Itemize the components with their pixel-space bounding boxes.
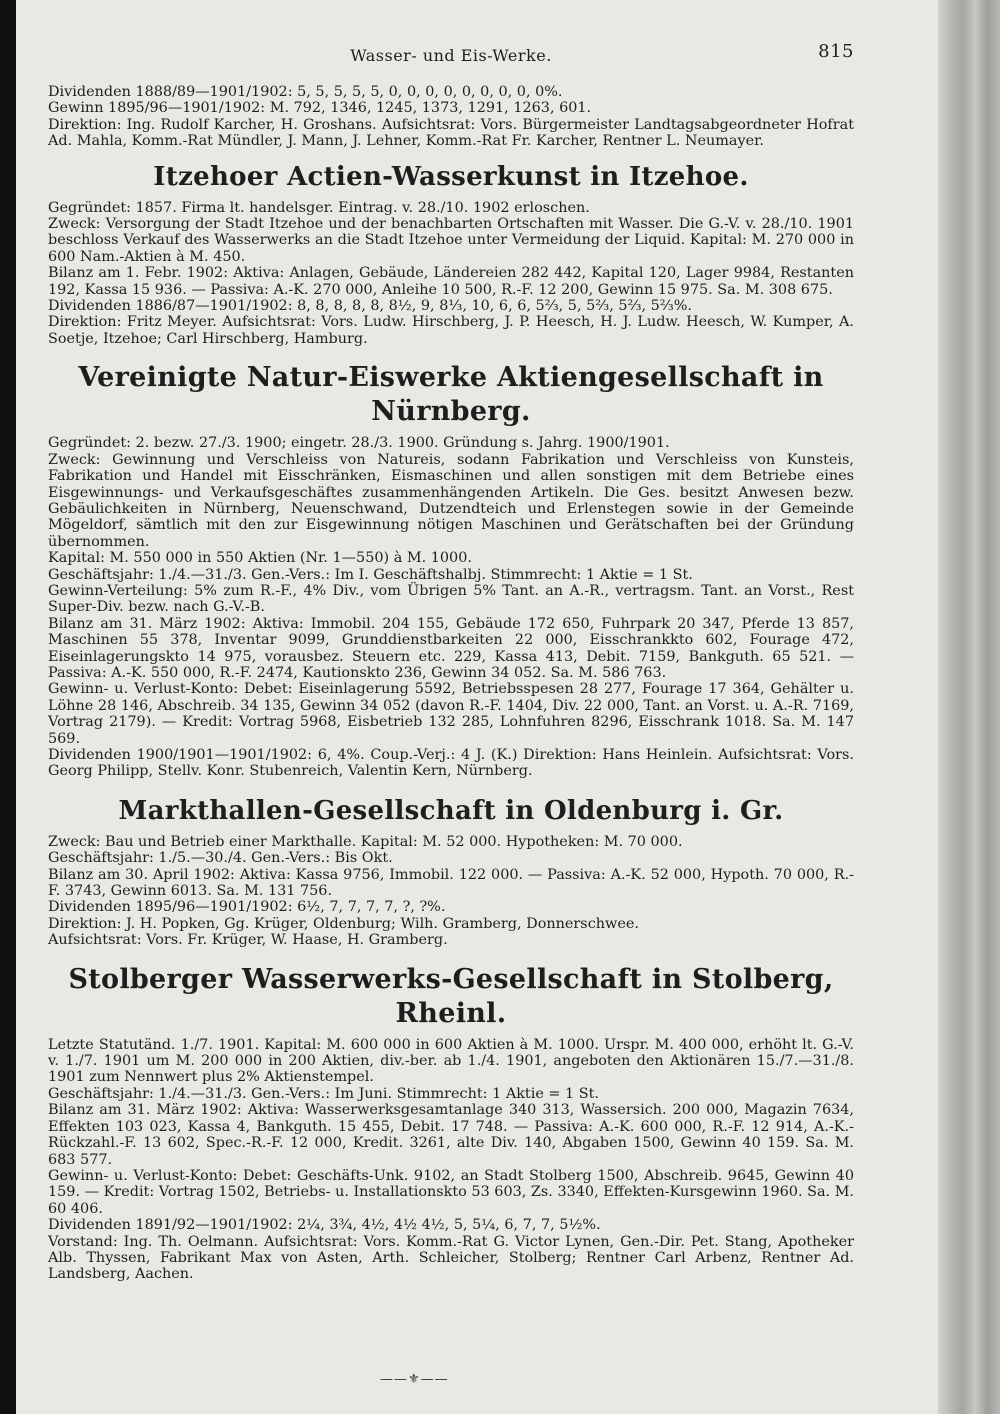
bilanz-paragraph: Bilanz am 31. März 1902: Aktiva: Immobil. 204 155, Gebäude 172 650, Fuhrpark 20 347, Pferde 13 857, Maschinen 55 378, Inventar 9099, Grunddienstbarkeiten 22 000, Eisschrankkto 602, Fourage 472, Eiseinlagerungskto 14 975, vorausbez. Steuern etc. 229, Kassa 413, Debit. 7159, Bankguth. 65 521. — Passiva: A.-K. 550 000, R.-F. 2474, Kautionskto 236, Gewinn 34 052. Sa. M. 586 763.	[48, 615, 854, 681]
page-number: 815	[818, 41, 854, 62]
gewinn-verlust-paragraph: Gewinn- u. Verlust-Konto: Debet: Eiseinlagerung 5592, Betriebsspesen 28 277, Fourage 17 364, Gehälter u. Löhne 28 146, Abschreib. 34 135, Gewinn 34 052 (davon R.-F. 1404, Div. 22 000, Tant. an Vorst. u. A.-R. 7169, Vortrag 2179). — Kredit: Vortrag 5968, Eisbetrieb 132 285, Lohnfuhren 8296, Eisschrank 1018. Sa. M. 147 569.	[48, 681, 854, 747]
zweck-line: Zweck: Bau und Betrieb einer Markthalle. Kapital: M. 52 000. Hypotheken: M. 70 000.	[48, 833, 683, 850]
binding-edge	[0, 0, 16, 1414]
geschaeftsjahr-line: Geschäftsjahr: 1./4.—31./3. Gen.-Vers.: Im I. Geschäftshalbj. Stimmrecht: 1 Aktie = 1 St.	[48, 566, 693, 583]
section-title-stolberg: Stolberger Wasserwerks-Gesellschaft in Stolberg, Rheinl.	[68, 963, 834, 1029]
dividenden-paragraph: Dividenden 1900/1901—1901/1902: 6, 4%. Coup.-Verj.: 4 J. (K.) Direktion: Hans Heinlein. Aufsichtsrat: Vors. Georg Philipp, Stellv. Konr. Stubenreich, Valentin Kern, Nürnberg.	[48, 747, 854, 780]
page-content	[48, 41, 855, 1283]
geschaeftsjahr-line: Geschäftsjahr: 1./5.—30./4. Gen.-Vers.: Bis Okt.	[48, 850, 393, 867]
bilanz-paragraph: Bilanz am 1. Febr. 1902: Aktiva: Anlagen, Gebäude, Ländereien 282 442, Kapital 120, Lager 9984, Restanten 192, Kassa 15 936. — Passiva: A.-K. 270 000, Anleihe 10 500, R.-F. 12 200, Gewinn 15 975. Sa. M. 308 675.	[48, 265, 854, 298]
zweck-paragraph: Zweck: Versorgung der Stadt Itzehoe und der benachbarten Ortschaften mit Wasser. Die G.-V. v. 28./10. 1901 beschloss Verkauf des Wasserwerks an die Stadt Itzehoe unter Vermeidung der Liquid. Kapital: M. 270 000 in 600 Nam.-Aktien à M. 450.	[48, 216, 854, 265]
vorstand-paragraph: Vorstand: Ing. Th. Oelmann. Aufsichtsrat: Vors. Komm.-Rat G. Victor Lynen, Gen.-Dir. Pet. Stang, Apotheker Alb. Thyssen, Fabrikant Max von Asten, Arth. Schleicher, Stolberg; Rentner Carl Arbenz, Rentner Ad. Landsberg, Aachen.	[48, 1233, 854, 1283]
gewinn-line: Gewinn 1895/96—1901/1902: M. 792, 1346, 1245, 1373, 1291, 1263, 601.	[48, 100, 592, 117]
dividenden-line: Dividenden 1895/96—1901/1902: 6½, 7, 7, 7, 7, ?, ?%.	[48, 899, 446, 916]
direktion-line: Direktion: J. H. Popken, Gg. Krüger, Oldenburg; Wilh. Gramberg, Donnerschwee.	[48, 915, 639, 932]
geschaeftsjahr-line: Geschäftsjahr: 1./4.—31./3. Gen.-Vers.: Im Juni. Stimmrecht: 1 Aktie = 1 St.	[48, 1085, 599, 1102]
section-title-nuernberg: Vereinigte Natur-Eiswerke Aktiengesellschaft in Nürnberg.	[78, 362, 824, 428]
direktion-paragraph: Direktion: Fritz Meyer. Aufsichtsrat: Vors. Ludw. Hirschberg, J. P. Heesch, H. J. Ludw. Heesch, W. Kumper, A. Soetje, Itzehoe; Carl Hirschberg, Hamburg.	[48, 314, 854, 347]
dividenden-line: Dividenden 1888/89—1901/1902: 5, 5, 5, 5, 5, 0, 0, 0, 0, 0, 0, 0, 0, 0%.	[48, 84, 563, 100]
bilanz-paragraph: Bilanz am 31. März 1902: Aktiva: Wasserwerksgesamtanlage 340 313, Wassersich. 200 000, Magazin 7634, Effekten 103 023, Kassa 4, Bankguth. 15 455, Debit. 17 748. — Passiva: A.-K. 600 000, R.-F. 12 914, A.-K.-Rückzahl.-F. 13 602, Spec.-R.-F. 12 000, Kredit. 3261, alte Div. 140, Abgaben 1500, Gewinn 40 159. Sa. M. 683 577.	[48, 1102, 854, 1168]
dividenden-line: Dividenden 1891/92—1901/1902: 2¼, 3¾, 4½, 4½ 4½, 5, 5¼, 6, 7, 7, 5½%.	[48, 1217, 601, 1234]
ornament-divider: ——⚜——	[380, 1372, 449, 1387]
page-header	[48, 41, 854, 84]
gegruendet-line: Gegründet: 2. bezw. 27./3. 1900; eingetr. 28./3. 1900. Gründung s. Jahrg. 1900/1901.	[48, 435, 670, 452]
gewinn-verteilung-paragraph: Gewinn-Verteilung: 5% zum R.-F., 4% Div., vom Übrigen 5% Tant. an A.-R., vertragsm. Tant. an Vorst., Rest Super-Div. bezw. nach G.-V.-B.	[48, 582, 854, 616]
page-stack-edge	[938, 0, 1000, 1414]
section-title-oldenburg: Markthallen-Gesellschaft in Oldenburg i. Gr.	[118, 795, 784, 826]
kapital-line: Kapital: M. 550 000 in 550 Aktien (Nr. 1—550) à M. 1000.	[48, 550, 472, 567]
statut-paragraph: Letzte Statutänd. 1./7. 1901. Kapital: M. 600 000 in 600 Aktien à M. 1000. Urspr. M. 400 000, erhöht lt. G.-V. v. 1./7. 1901 um M. 200 000 in 200 Aktien, div.-ber. ab 1./4. 1901, angeboten den Aktionären 15./7.—31./8. 1901 zum Nennwert plus 2% Aktienstempel.	[48, 1036, 854, 1086]
dividenden-line: Dividenden 1886/87—1901/1902: 8, 8, 8, 8, 8, 8½, 9, 8⅓, 10, 6, 6, 5⅔, 5, 5⅔, 5⅔, 5⅔%.	[48, 298, 692, 315]
aufsichtsrat-line: Aufsichtsrat: Vors. Fr. Krüger, W. Haase, H. Gramberg.	[48, 932, 448, 949]
gegruendet-line: Gegründet: 1857. Firma lt. handelsger. Eintrag. v. 28./10. 1902 erloschen.	[48, 199, 590, 216]
direktion-paragraph: Direktion: Ing. Rudolf Karcher, H. Groshans. Aufsichtsrat: Vors. Bürgermeister Landtagsabgeordneter Hofrat Ad. Mahla, Komm.-Rat Mündler, J. Mann, J. Lehner, Komm.-Rat Fr. Karcher, Rentner L. Neumayer.	[48, 116, 854, 150]
section-title-itzehoe: Itzehoer Actien-Wasserkunst in Itzehoe.	[153, 161, 749, 192]
bilanz-paragraph: Bilanz am 30. April 1902: Aktiva: Kassa 9756, Immobil. 122 000. — Passiva: A.-K. 52 000, Hypoth. 70 000, R.-F. 3743, Gewinn 6013. Sa. M. 131 756.	[48, 866, 854, 900]
gewinn-verlust-paragraph: Gewinn- u. Verlust-Konto: Debet: Geschäfts-Unk. 9102, an Stadt Stolberg 1500, Abschreib. 9645, Gewinn 40 159. — Kredit: Vortrag 1502, Betriebs- u. Installationskto 53 603, Zs. 3340, Effekten-Kursgewinn 1960. Sa. M. 60 406.	[48, 1167, 855, 1217]
running-title: Wasser- und Eis-Werke.	[350, 46, 552, 65]
zweck-paragraph: Zweck: Gewinnung und Verschleiss von Natureis, sodann Fabrikation und Verschleiss von Kunsteis, Fabrikation und Handel mit Eisschränken, Eismaschinen und allen sonstigen mit dem Betriebe eines Eisgewinnungs- und Verkaufsgeschäftes zusammenhängenden Artikeln. Die Ges. besitzt Anwesen bezw. Gebäulichkeiten in Nürnberg, Neuenschwand, Dutzendteich und Erlenstegen sowie in der Gemeinde Mögeldorf, sämtlich mit den zur Eisgewinnung nötigen Maschinen und Gerätschaften bei der Gründung übernommen.	[48, 451, 854, 550]
